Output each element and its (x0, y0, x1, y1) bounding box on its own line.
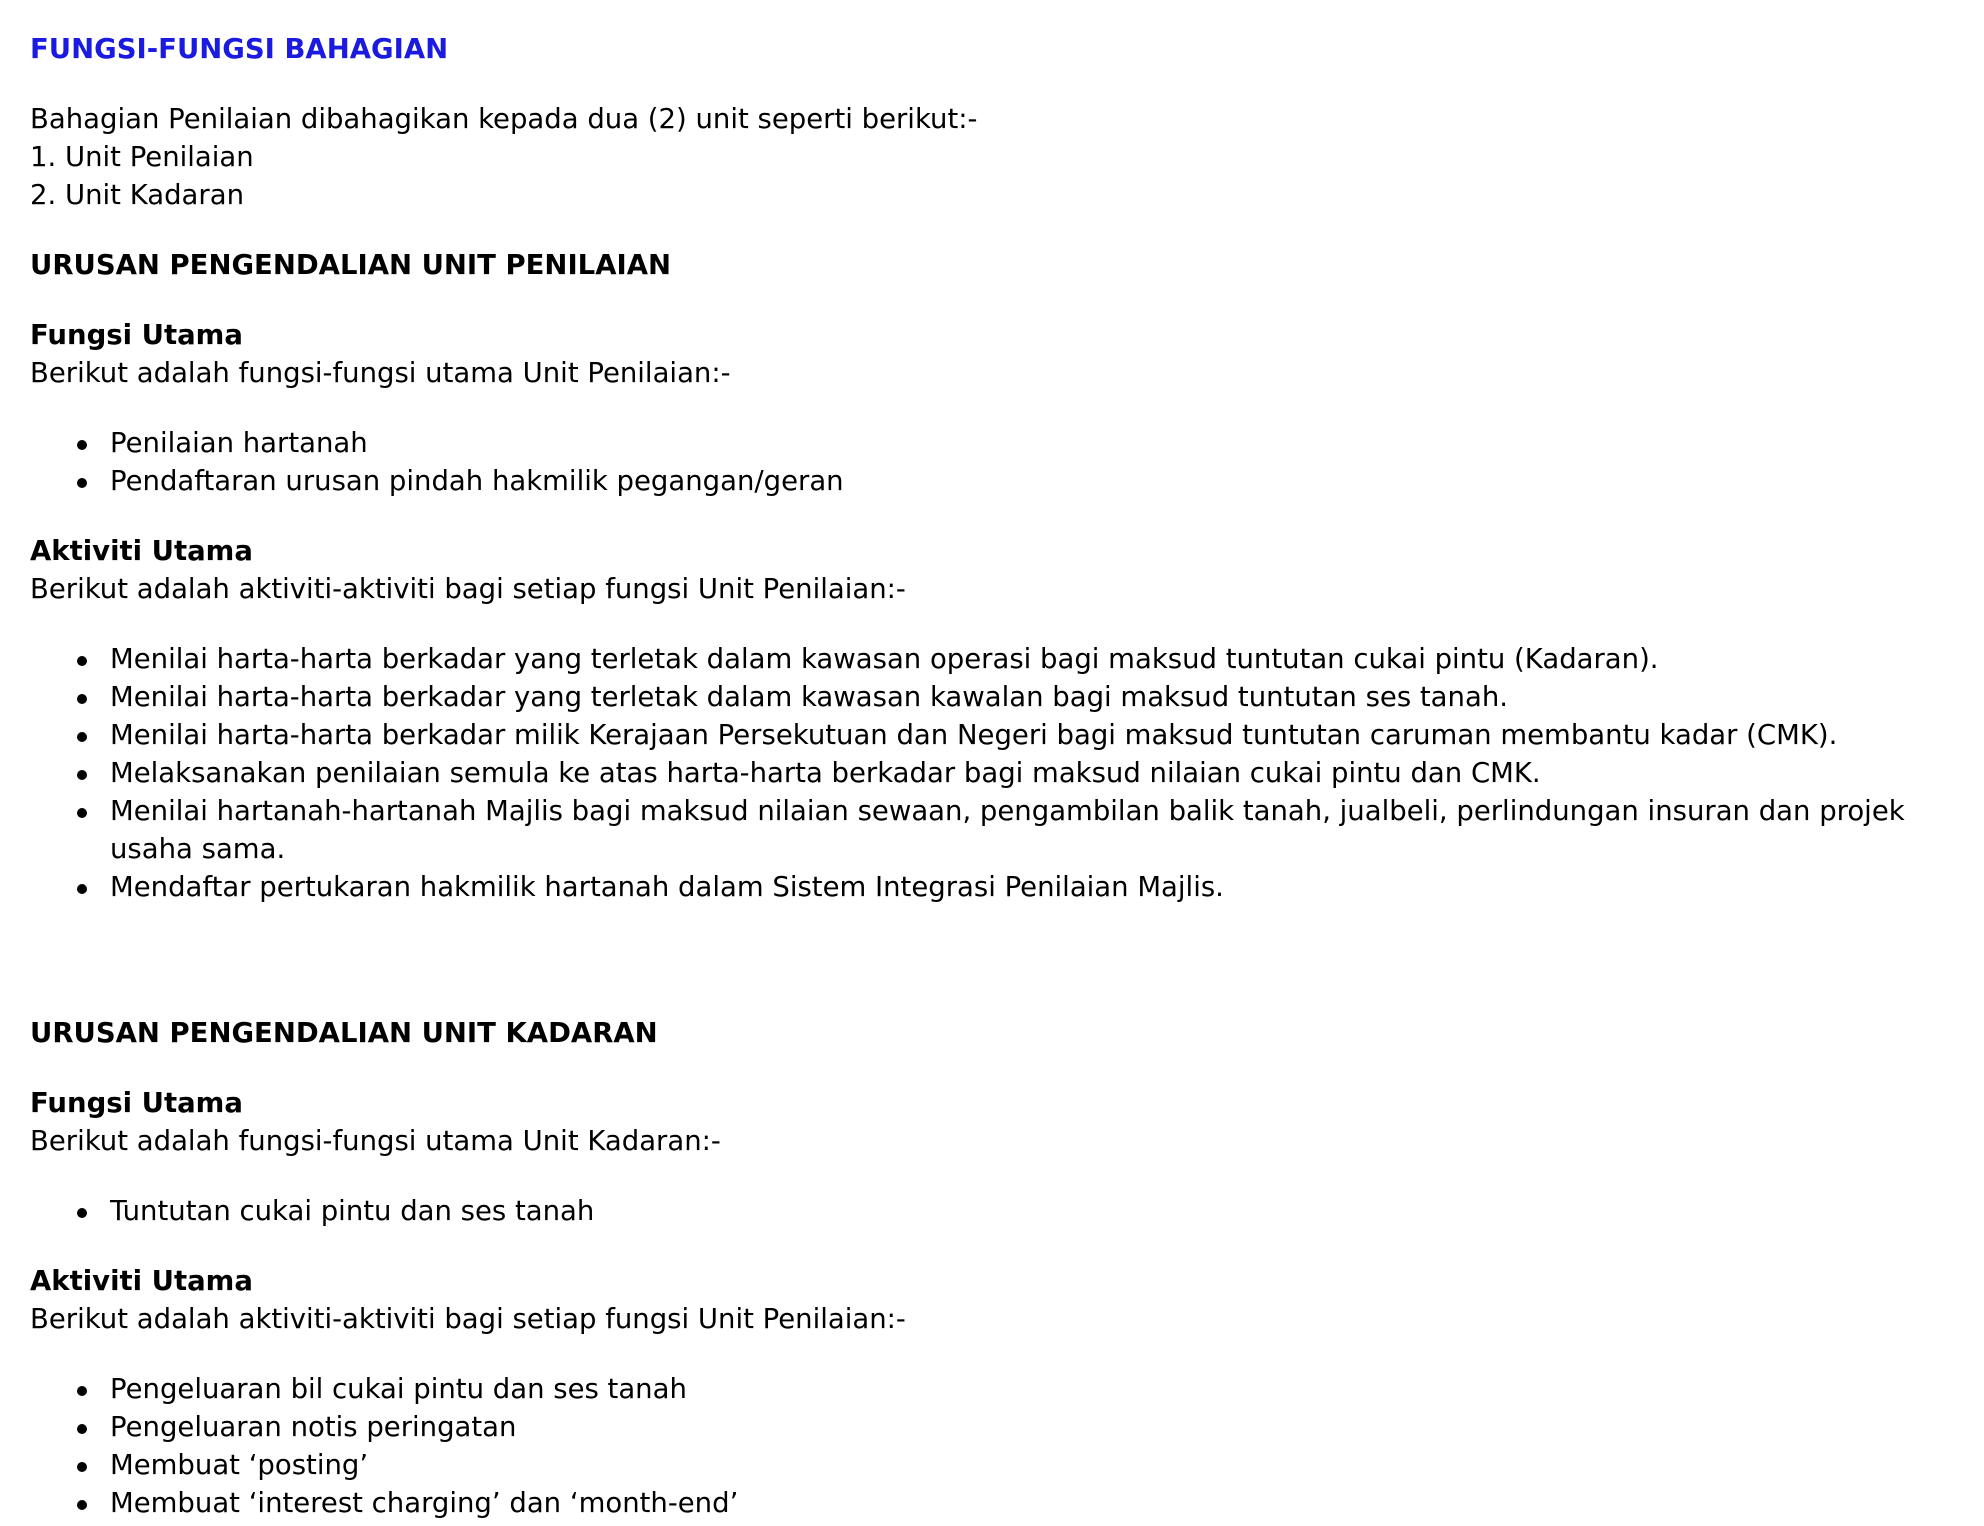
fungsi-list-penilaian (30, 424, 1980, 500)
fungsi-heading-label: Fungsi Utama (30, 319, 243, 351)
list-item-text: Pengeluaran notis peringatan (110, 1411, 517, 1443)
list-item-text: Penilaian hartanah (110, 427, 368, 459)
list-item-text: Tuntutan cukai pintu dan ses tanah (110, 1195, 595, 1227)
fungsi-heading-penilaian (30, 316, 1954, 354)
bullet-icon (77, 694, 87, 704)
list-item-text: Pengeluaran bil cukai pintu dan ses tanah (110, 1373, 687, 1405)
list-item (110, 678, 1980, 716)
intro-block (30, 100, 1954, 214)
bullet-icon (77, 1500, 87, 1510)
list-item (110, 640, 1980, 678)
list-item (110, 1484, 1980, 1522)
section-heading-penilaian: URUSAN PENGENDALIAN UNIT PENILAIAN (30, 249, 672, 281)
list-item-text: Mendaftar pertukaran hakmilik hartanah dalam Sistem Integrasi Penilaian Majlis. (110, 871, 1224, 903)
list-item-text: Membuat ‘posting’ (110, 1449, 369, 1481)
bullet-icon (77, 770, 87, 780)
aktiviti-intro-penilaian: Berikut adalah aktiviti-aktiviti bagi setiap fungsi Unit Penilaian:- (30, 573, 906, 605)
bullet-icon (77, 1424, 87, 1434)
aktiviti-heading-penilaian (30, 532, 1954, 570)
section-heading-kadaran: URUSAN PENGENDALIAN UNIT KADARAN (30, 1017, 658, 1049)
aktiviti-list-penilaian (30, 640, 1980, 906)
bullet-icon (77, 808, 87, 818)
list-item (110, 1446, 1980, 1484)
bullet-icon (77, 884, 87, 894)
aktiviti-heading-label: Aktiviti Utama (30, 535, 253, 567)
intro-text: Bahagian Penilaian dibahagikan kepada dua (2) unit seperti berikut:- (30, 103, 978, 135)
list-item (110, 754, 1980, 792)
fungsi-list-kadaran (30, 1192, 1980, 1230)
list-item-text: Melaksanakan penilaian semula ke atas harta-harta berkadar bagi maksud nilaian cukai pintu dan CMK. (110, 757, 1541, 789)
bullet-icon (77, 656, 87, 666)
unit-item: 1. Unit Penilaian (30, 141, 254, 173)
fungsi-heading-label: Fungsi Utama (30, 1087, 243, 1119)
list-item (110, 1370, 1980, 1408)
list-item (110, 1192, 1980, 1230)
list-item-text: Menilai hartanah-hartanah Majlis bagi maksud nilaian sewaan, pengambilan balik tanah, jualbeli, perlindungan insuran dan projek usaha sama. (110, 795, 1905, 865)
list-item-text: Menilai harta-harta berkadar yang terletak dalam kawasan operasi bagi maksud tuntutan cukai pintu (Kadaran). (110, 643, 1659, 675)
list-item (110, 1408, 1980, 1446)
list-item (110, 792, 1980, 868)
aktiviti-intro-kadaran: Berikut adalah aktiviti-aktiviti bagi setiap fungsi Unit Penilaian:- (30, 1303, 906, 1335)
list-item-text: Menilai harta-harta berkadar yang terletak dalam kawasan kawalan bagi maksud tuntutan ses tanah. (110, 681, 1508, 713)
list-item (110, 868, 1980, 906)
section-spacer (30, 906, 1954, 982)
aktiviti-heading-label: Aktiviti Utama (30, 1265, 253, 1297)
bullet-icon (77, 732, 87, 742)
aktiviti-list-kadaran (30, 1370, 1980, 1522)
bullet-icon (77, 440, 87, 450)
fungsi-intro-kadaran: Berikut adalah fungsi-fungsi utama Unit Kadaran:- (30, 1125, 721, 1157)
list-item (110, 716, 1980, 754)
list-item (110, 424, 1980, 462)
bullet-icon (77, 1208, 87, 1218)
list-item-text: Menilai harta-harta berkadar milik Kerajaan Persekutuan dan Negeri bagi maksud tuntutan caruman membantu kadar (CMK). (110, 719, 1838, 751)
list-item-text: Membuat ‘interest charging’ dan ‘month-end’ (110, 1487, 739, 1519)
bullet-icon (77, 1386, 87, 1396)
fungsi-intro-penilaian: Berikut adalah fungsi-fungsi utama Unit Penilaian:- (30, 357, 731, 389)
unit-item: 2. Unit Kadaran (30, 179, 244, 211)
list-item-text: Pendaftaran urusan pindah hakmilik pegangan/geran (110, 465, 844, 497)
bullet-icon (77, 1462, 87, 1472)
fungsi-heading-kadaran (30, 1084, 1954, 1122)
list-item (110, 462, 1980, 500)
aktiviti-heading-kadaran (30, 1262, 1954, 1300)
page-title: FUNGSI-FUNGSI BAHAGIAN (30, 33, 449, 65)
bullet-icon (77, 478, 87, 488)
